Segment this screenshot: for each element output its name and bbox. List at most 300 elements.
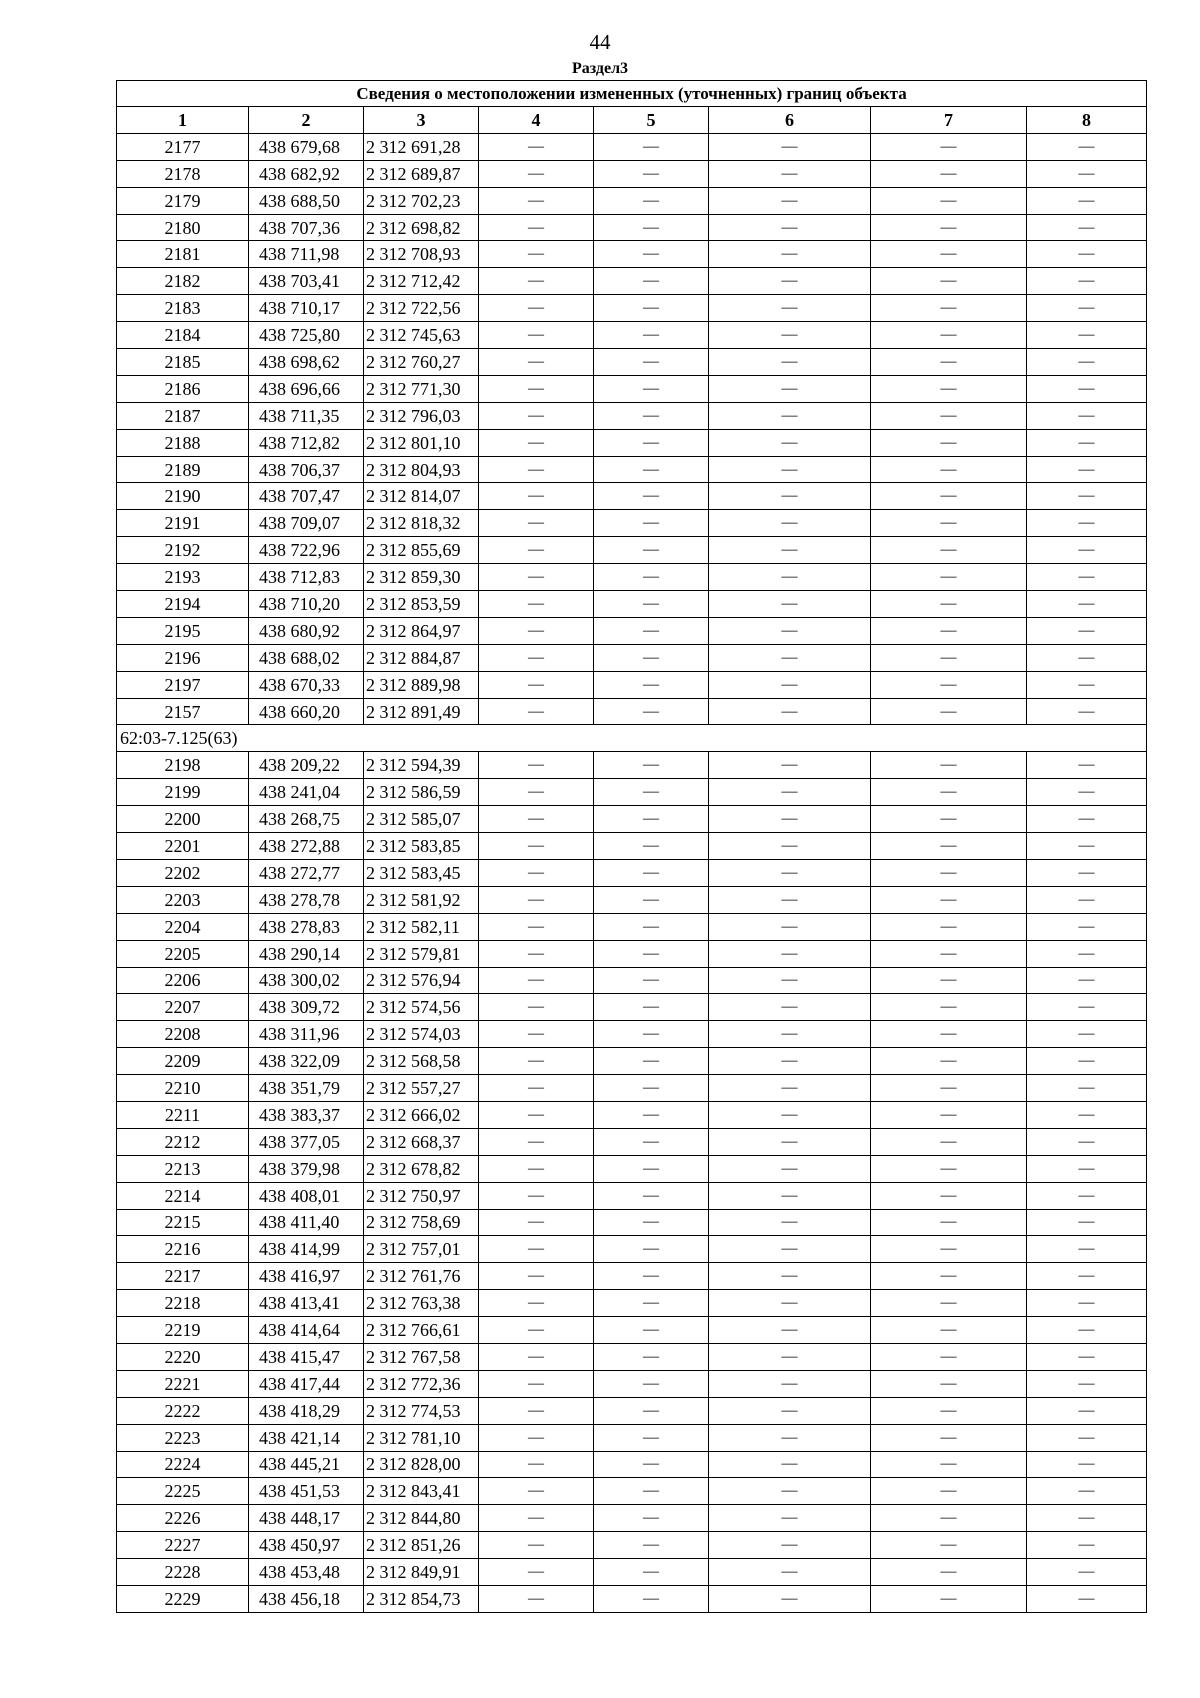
empty-value-cell: — <box>479 752 594 779</box>
page-number: 44 <box>589 30 611 54</box>
y-coordinate-cell: 2 312 691,28 <box>364 133 479 160</box>
table-row <box>117 967 1147 994</box>
point-number-cell: 2183 <box>117 295 249 322</box>
empty-value-cell: — <box>1027 1182 1147 1209</box>
empty-value-cell: — <box>479 1532 594 1559</box>
empty-value-cell: — <box>1027 859 1147 886</box>
x-coordinate-cell: 438 456,18 <box>249 1585 364 1612</box>
empty-value-cell: — <box>479 994 594 1021</box>
table-row <box>117 510 1147 537</box>
empty-value-cell: — <box>871 1021 1027 1048</box>
y-coordinate-cell: 2 312 585,07 <box>364 806 479 833</box>
empty-value-cell: — <box>594 752 709 779</box>
empty-value-cell: — <box>1027 1424 1147 1451</box>
empty-value-cell: — <box>1027 537 1147 564</box>
empty-value-cell: — <box>594 940 709 967</box>
y-coordinate-cell: 2 312 774,53 <box>364 1397 479 1424</box>
x-coordinate-cell: 438 241,04 <box>249 779 364 806</box>
empty-value-cell: — <box>871 1478 1027 1505</box>
empty-value-cell: — <box>594 133 709 160</box>
empty-value-cell: — <box>709 1370 871 1397</box>
y-coordinate-cell: 2 312 763,38 <box>364 1290 479 1317</box>
empty-value-cell: — <box>709 644 871 671</box>
column-header-3: 3 <box>364 107 479 134</box>
x-coordinate-cell: 438 725,80 <box>249 322 364 349</box>
empty-value-cell: — <box>871 214 1027 241</box>
x-coordinate-cell: 438 300,02 <box>249 967 364 994</box>
empty-value-cell: — <box>709 1101 871 1128</box>
empty-value-cell: — <box>1027 1021 1147 1048</box>
empty-value-cell: — <box>1027 1236 1147 1263</box>
x-coordinate-cell: 438 710,20 <box>249 591 364 618</box>
point-number-cell: 2186 <box>117 375 249 402</box>
empty-value-cell: — <box>1027 806 1147 833</box>
table-caption: Сведения о местоположении измененных (уточненных) границ объекта <box>117 81 1147 107</box>
empty-value-cell: — <box>709 322 871 349</box>
empty-value-cell: — <box>479 564 594 591</box>
point-number-cell: 2195 <box>117 617 249 644</box>
x-coordinate-cell: 438 711,98 <box>249 241 364 268</box>
table-row <box>117 1075 1147 1102</box>
empty-value-cell: — <box>871 833 1027 860</box>
column-header-4: 4 <box>479 107 594 134</box>
y-coordinate-cell: 2 312 757,01 <box>364 1236 479 1263</box>
x-coordinate-cell: 438 408,01 <box>249 1182 364 1209</box>
empty-value-cell: — <box>594 1370 709 1397</box>
table-header-row <box>117 107 1147 134</box>
table-row <box>117 1182 1147 1209</box>
empty-value-cell: — <box>871 1128 1027 1155</box>
y-coordinate-cell: 2 312 889,98 <box>364 671 479 698</box>
point-number-cell: 2218 <box>117 1290 249 1317</box>
y-coordinate-cell: 2 312 594,39 <box>364 752 479 779</box>
y-coordinate-cell: 2 312 666,02 <box>364 1101 479 1128</box>
table-row <box>117 1397 1147 1424</box>
y-coordinate-cell: 2 312 582,11 <box>364 913 479 940</box>
table-row <box>117 779 1147 806</box>
x-coordinate-cell: 438 679,68 <box>249 133 364 160</box>
empty-value-cell: — <box>1027 510 1147 537</box>
table-row <box>117 133 1147 160</box>
empty-value-cell: — <box>479 214 594 241</box>
empty-value-cell: — <box>479 1236 594 1263</box>
empty-value-cell: — <box>871 591 1027 618</box>
table-row <box>117 429 1147 456</box>
point-number-cell: 2228 <box>117 1559 249 1586</box>
empty-value-cell: — <box>871 429 1027 456</box>
empty-value-cell: — <box>871 1370 1027 1397</box>
x-coordinate-cell: 438 413,41 <box>249 1290 364 1317</box>
empty-value-cell: — <box>1027 429 1147 456</box>
table-row <box>117 617 1147 644</box>
y-coordinate-cell: 2 312 884,87 <box>364 644 479 671</box>
empty-value-cell: — <box>479 160 594 187</box>
column-header-8: 8 <box>1027 107 1147 134</box>
empty-value-cell: — <box>871 698 1027 725</box>
point-number-cell: 2203 <box>117 886 249 913</box>
empty-value-cell: — <box>871 1424 1027 1451</box>
empty-value-cell: — <box>594 1397 709 1424</box>
y-coordinate-cell: 2 312 766,61 <box>364 1317 479 1344</box>
empty-value-cell: — <box>594 671 709 698</box>
empty-value-cell: — <box>709 886 871 913</box>
table-row <box>117 806 1147 833</box>
y-coordinate-cell: 2 312 750,97 <box>364 1182 479 1209</box>
y-coordinate-cell: 2 312 712,42 <box>364 268 479 295</box>
empty-value-cell: — <box>709 833 871 860</box>
empty-value-cell: — <box>709 806 871 833</box>
y-coordinate-cell: 2 312 849,91 <box>364 1559 479 1586</box>
empty-value-cell: — <box>1027 456 1147 483</box>
x-coordinate-cell: 438 322,09 <box>249 1048 364 1075</box>
empty-value-cell: — <box>594 510 709 537</box>
point-number-cell: 2210 <box>117 1075 249 1102</box>
empty-value-cell: — <box>871 1559 1027 1586</box>
group-label-row <box>117 725 1147 752</box>
empty-value-cell: — <box>1027 644 1147 671</box>
table-row <box>117 940 1147 967</box>
empty-value-cell: — <box>479 940 594 967</box>
point-number-cell: 2229 <box>117 1585 249 1612</box>
empty-value-cell: — <box>594 913 709 940</box>
empty-value-cell: — <box>709 1290 871 1317</box>
empty-value-cell: — <box>479 349 594 376</box>
x-coordinate-cell: 438 418,29 <box>249 1397 364 1424</box>
empty-value-cell: — <box>871 1182 1027 1209</box>
x-coordinate-cell: 438 712,82 <box>249 429 364 456</box>
empty-value-cell: — <box>479 429 594 456</box>
empty-value-cell: — <box>594 241 709 268</box>
empty-value-cell: — <box>594 1021 709 1048</box>
x-coordinate-cell: 438 451,53 <box>249 1478 364 1505</box>
empty-value-cell: — <box>709 698 871 725</box>
point-number-cell: 2180 <box>117 214 249 241</box>
point-number-cell: 2194 <box>117 591 249 618</box>
empty-value-cell: — <box>871 1209 1027 1236</box>
empty-value-cell: — <box>479 241 594 268</box>
empty-value-cell: — <box>709 913 871 940</box>
empty-value-cell: — <box>709 1451 871 1478</box>
empty-value-cell: — <box>1027 779 1147 806</box>
y-coordinate-cell: 2 312 844,80 <box>364 1505 479 1532</box>
point-number-cell: 2220 <box>117 1343 249 1370</box>
y-coordinate-cell: 2 312 722,56 <box>364 295 479 322</box>
table-row <box>117 1048 1147 1075</box>
table-row <box>117 591 1147 618</box>
empty-value-cell: — <box>1027 1397 1147 1424</box>
empty-value-cell: — <box>1027 160 1147 187</box>
point-number-cell: 2217 <box>117 1263 249 1290</box>
table-row <box>117 1451 1147 1478</box>
table-row <box>117 1505 1147 1532</box>
empty-value-cell: — <box>479 1397 594 1424</box>
x-coordinate-cell: 438 711,35 <box>249 402 364 429</box>
empty-value-cell: — <box>871 994 1027 1021</box>
empty-value-cell: — <box>479 1478 594 1505</box>
empty-value-cell: — <box>594 187 709 214</box>
empty-value-cell: — <box>594 617 709 644</box>
y-coordinate-cell: 2 312 855,69 <box>364 537 479 564</box>
table-row <box>117 187 1147 214</box>
empty-value-cell: — <box>871 322 1027 349</box>
table-row <box>117 1559 1147 1586</box>
empty-value-cell: — <box>594 1075 709 1102</box>
empty-value-cell: — <box>1027 1101 1147 1128</box>
empty-value-cell: — <box>479 1424 594 1451</box>
y-coordinate-cell: 2 312 568,58 <box>364 1048 479 1075</box>
empty-value-cell: — <box>871 1290 1027 1317</box>
empty-value-cell: — <box>479 1021 594 1048</box>
empty-value-cell: — <box>709 779 871 806</box>
empty-value-cell: — <box>594 1209 709 1236</box>
table-row <box>117 994 1147 1021</box>
empty-value-cell: — <box>1027 940 1147 967</box>
empty-value-cell: — <box>1027 591 1147 618</box>
x-coordinate-cell: 438 272,77 <box>249 859 364 886</box>
empty-value-cell: — <box>709 1128 871 1155</box>
point-number-cell: 2213 <box>117 1155 249 1182</box>
y-coordinate-cell: 2 312 864,97 <box>364 617 479 644</box>
empty-value-cell: — <box>1027 295 1147 322</box>
empty-value-cell: — <box>709 133 871 160</box>
empty-value-cell: — <box>594 1263 709 1290</box>
empty-value-cell: — <box>1027 214 1147 241</box>
empty-value-cell: — <box>594 1505 709 1532</box>
empty-value-cell: — <box>871 1155 1027 1182</box>
empty-value-cell: — <box>479 1155 594 1182</box>
table-row <box>117 1290 1147 1317</box>
x-coordinate-cell: 438 707,36 <box>249 214 364 241</box>
empty-value-cell: — <box>1027 483 1147 510</box>
x-coordinate-cell: 438 448,17 <box>249 1505 364 1532</box>
point-number-cell: 2193 <box>117 564 249 591</box>
x-coordinate-cell: 438 415,47 <box>249 1343 364 1370</box>
empty-value-cell: — <box>1027 1128 1147 1155</box>
empty-value-cell: — <box>594 1048 709 1075</box>
empty-value-cell: — <box>1027 1317 1147 1344</box>
empty-value-cell: — <box>1027 268 1147 295</box>
table-row <box>117 752 1147 779</box>
empty-value-cell: — <box>594 1585 709 1612</box>
y-coordinate-cell: 2 312 781,10 <box>364 1424 479 1451</box>
x-coordinate-cell: 438 417,44 <box>249 1370 364 1397</box>
empty-value-cell: — <box>871 967 1027 994</box>
empty-value-cell: — <box>871 483 1027 510</box>
empty-value-cell: — <box>1027 671 1147 698</box>
empty-value-cell: — <box>479 1585 594 1612</box>
y-coordinate-cell: 2 312 772,36 <box>364 1370 479 1397</box>
empty-value-cell: — <box>479 537 594 564</box>
column-header-2: 2 <box>249 107 364 134</box>
empty-value-cell: — <box>1027 1155 1147 1182</box>
empty-value-cell: — <box>1027 402 1147 429</box>
empty-value-cell: — <box>709 1317 871 1344</box>
empty-value-cell: — <box>1027 1209 1147 1236</box>
y-coordinate-cell: 2 312 574,56 <box>364 994 479 1021</box>
point-number-cell: 2211 <box>117 1101 249 1128</box>
empty-value-cell: — <box>709 1021 871 1048</box>
x-coordinate-cell: 438 272,88 <box>249 833 364 860</box>
x-coordinate-cell: 438 379,98 <box>249 1155 364 1182</box>
table-row <box>117 160 1147 187</box>
table-row <box>117 537 1147 564</box>
empty-value-cell: — <box>479 779 594 806</box>
x-coordinate-cell: 438 309,72 <box>249 994 364 1021</box>
empty-value-cell: — <box>709 671 871 698</box>
empty-value-cell: — <box>871 644 1027 671</box>
table-row <box>117 1343 1147 1370</box>
point-number-cell: 2205 <box>117 940 249 967</box>
y-coordinate-cell: 2 312 678,82 <box>364 1155 479 1182</box>
empty-value-cell: — <box>479 1505 594 1532</box>
table-row <box>117 1021 1147 1048</box>
empty-value-cell: — <box>1027 564 1147 591</box>
table-row <box>117 456 1147 483</box>
table-row <box>117 1424 1147 1451</box>
empty-value-cell: — <box>594 402 709 429</box>
x-coordinate-cell: 438 414,99 <box>249 1236 364 1263</box>
y-coordinate-cell: 2 312 814,07 <box>364 483 479 510</box>
column-header-5: 5 <box>594 107 709 134</box>
point-number-cell: 2196 <box>117 644 249 671</box>
x-coordinate-cell: 438 290,14 <box>249 940 364 967</box>
x-coordinate-cell: 438 710,17 <box>249 295 364 322</box>
table-row <box>117 1370 1147 1397</box>
table-body <box>117 133 1147 1612</box>
empty-value-cell: — <box>479 591 594 618</box>
empty-value-cell: — <box>1027 994 1147 1021</box>
table-row <box>117 1263 1147 1290</box>
empty-value-cell: — <box>871 1505 1027 1532</box>
table-row <box>117 1155 1147 1182</box>
empty-value-cell: — <box>1027 1343 1147 1370</box>
empty-value-cell: — <box>1027 698 1147 725</box>
table-row <box>117 671 1147 698</box>
y-coordinate-cell: 2 312 851,26 <box>364 1532 479 1559</box>
point-number-cell: 2188 <box>117 429 249 456</box>
x-coordinate-cell: 438 712,83 <box>249 564 364 591</box>
empty-value-cell: — <box>479 1128 594 1155</box>
point-number-cell: 2178 <box>117 160 249 187</box>
empty-value-cell: — <box>871 752 1027 779</box>
point-number-cell: 2215 <box>117 1209 249 1236</box>
point-number-cell: 2227 <box>117 1532 249 1559</box>
y-coordinate-cell: 2 312 583,45 <box>364 859 479 886</box>
y-coordinate-cell: 2 312 579,81 <box>364 940 479 967</box>
empty-value-cell: — <box>594 1317 709 1344</box>
empty-value-cell: — <box>1027 617 1147 644</box>
point-number-cell: 2214 <box>117 1182 249 1209</box>
empty-value-cell: — <box>1027 1559 1147 1586</box>
empty-value-cell: — <box>594 806 709 833</box>
empty-value-cell: — <box>594 429 709 456</box>
empty-value-cell: — <box>479 1317 594 1344</box>
point-number-cell: 2200 <box>117 806 249 833</box>
y-coordinate-cell: 2 312 668,37 <box>364 1128 479 1155</box>
table-row <box>117 1128 1147 1155</box>
empty-value-cell: — <box>1027 913 1147 940</box>
point-number-cell: 2199 <box>117 779 249 806</box>
empty-value-cell: — <box>594 994 709 1021</box>
x-coordinate-cell: 438 278,78 <box>249 886 364 913</box>
empty-value-cell: — <box>594 967 709 994</box>
empty-value-cell: — <box>709 591 871 618</box>
empty-value-cell: — <box>479 133 594 160</box>
empty-value-cell: — <box>871 295 1027 322</box>
empty-value-cell: — <box>709 617 871 644</box>
x-coordinate-cell: 438 680,92 <box>249 617 364 644</box>
empty-value-cell: — <box>709 1236 871 1263</box>
empty-value-cell: — <box>594 644 709 671</box>
empty-value-cell: — <box>871 1263 1027 1290</box>
empty-value-cell: — <box>479 187 594 214</box>
empty-value-cell: — <box>1027 375 1147 402</box>
y-coordinate-cell: 2 312 702,23 <box>364 187 479 214</box>
x-coordinate-cell: 438 682,92 <box>249 160 364 187</box>
empty-value-cell: — <box>1027 322 1147 349</box>
empty-value-cell: — <box>871 1101 1027 1128</box>
empty-value-cell: — <box>594 295 709 322</box>
table-row <box>117 214 1147 241</box>
y-coordinate-cell: 2 312 854,73 <box>364 1585 479 1612</box>
y-coordinate-cell: 2 312 771,30 <box>364 375 479 402</box>
empty-value-cell: — <box>594 349 709 376</box>
empty-value-cell: — <box>479 1343 594 1370</box>
y-coordinate-cell: 2 312 818,32 <box>364 510 479 537</box>
empty-value-cell: — <box>1027 1505 1147 1532</box>
empty-value-cell: — <box>1027 833 1147 860</box>
section-title: Раздел3 <box>571 60 629 77</box>
empty-value-cell: — <box>709 483 871 510</box>
x-coordinate-cell: 438 421,14 <box>249 1424 364 1451</box>
y-coordinate-cell: 2 312 804,93 <box>364 456 479 483</box>
table-row <box>117 1532 1147 1559</box>
empty-value-cell: — <box>479 1370 594 1397</box>
x-coordinate-cell: 438 268,75 <box>249 806 364 833</box>
x-coordinate-cell: 438 670,33 <box>249 671 364 698</box>
empty-value-cell: — <box>709 537 871 564</box>
empty-value-cell: — <box>871 1532 1027 1559</box>
empty-value-cell: — <box>871 940 1027 967</box>
point-number-cell: 2192 <box>117 537 249 564</box>
x-coordinate-cell: 438 722,96 <box>249 537 364 564</box>
empty-value-cell: — <box>1027 1075 1147 1102</box>
empty-value-cell: — <box>709 402 871 429</box>
y-coordinate-cell: 2 312 574,03 <box>364 1021 479 1048</box>
empty-value-cell: — <box>871 510 1027 537</box>
table-row <box>117 1317 1147 1344</box>
y-coordinate-cell: 2 312 758,69 <box>364 1209 479 1236</box>
table-row <box>117 1585 1147 1612</box>
empty-value-cell: — <box>479 322 594 349</box>
point-number-cell: 2212 <box>117 1128 249 1155</box>
empty-value-cell: — <box>479 295 594 322</box>
point-number-cell: 2181 <box>117 241 249 268</box>
x-coordinate-cell: 438 278,83 <box>249 913 364 940</box>
point-number-cell: 2177 <box>117 133 249 160</box>
point-number-cell: 2187 <box>117 402 249 429</box>
table-caption-row <box>117 81 1147 107</box>
empty-value-cell: — <box>871 456 1027 483</box>
empty-value-cell: — <box>594 537 709 564</box>
empty-value-cell: — <box>479 833 594 860</box>
empty-value-cell: — <box>709 1532 871 1559</box>
point-number-cell: 2204 <box>117 913 249 940</box>
empty-value-cell: — <box>871 1236 1027 1263</box>
empty-value-cell: — <box>709 1343 871 1370</box>
empty-value-cell: — <box>871 564 1027 591</box>
empty-value-cell: — <box>479 402 594 429</box>
